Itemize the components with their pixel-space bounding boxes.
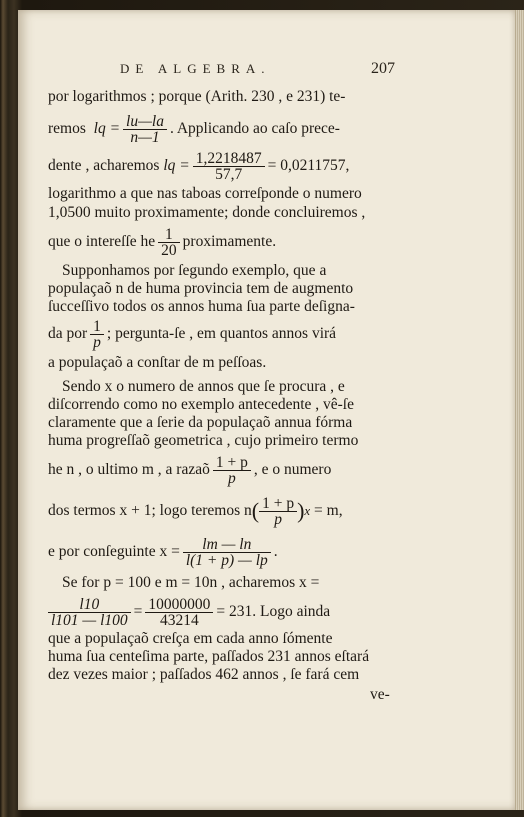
text-line: dos termos x + 1; logo teremos n ( $\frac{1 + p}{p}$ ) x = m, [48,494,343,528]
fraction [259,496,297,527]
running-title: DE ALGEBRA. [120,61,271,76]
text-line [48,204,400,222]
fraction [213,455,251,486]
line-text: remos [48,120,86,137]
line-text: da por [48,325,88,342]
line-text: Sendo x o numero de annos que ſe procura , e [62,378,345,395]
line-text: dos termos x + 1; logo teremos n [48,502,252,519]
formula-text: lq = [93,120,121,137]
catchword [370,686,400,704]
page-header [120,60,395,78]
page-edges [516,10,524,810]
fraction-denominator: 43214 [160,611,199,629]
fraction-numerator: 1,2218487 [193,151,265,167]
fraction-denominator: p [93,333,101,351]
text-line [48,592,400,632]
line-text: = 231. Logo ainda [216,603,331,620]
fraction [158,227,180,258]
line-text: Supponhamos por ſegundo exemplo, que a [62,262,327,279]
text-line [48,354,400,372]
line-text: ; pergunta-ſe , em quantos annos virá [106,325,337,342]
line-text: dente , acharemos [48,157,160,174]
text-line [48,532,400,572]
line-text: . [273,543,278,560]
line-text: , e o numero [253,461,332,478]
text-line [48,224,400,260]
fraction-denominator: p [274,510,282,528]
line-text: Se for p = 100 e m = 10n , acharemos x = [62,574,320,591]
fraction-numerator: 1 + p [213,455,251,471]
line-text: dez vezes maior ; paſſados 462 annos , ſe fará cem [48,666,360,683]
line-text: a populaçaõ a conſtar de m peſſoas. [48,354,267,371]
catchword-text: ve- [370,686,390,703]
text-line [48,396,400,414]
line-text: . Applicando ao caſo prece- [169,120,340,137]
text-line [48,112,400,146]
line-text: populaçaõ n de huma provincia tem de augmento [48,280,354,297]
fraction-denominator: p [227,469,236,487]
text-line [48,648,400,666]
fraction [193,151,265,182]
text-line [48,298,400,316]
fraction [183,537,271,568]
fraction-denominator: 57,7 [215,165,243,183]
text-line [48,316,400,352]
line-text: ſucceſſivo todos os annos huma ſua parte deſigna- [48,298,355,315]
fraction [90,319,104,350]
fraction [123,114,167,145]
text-line [48,185,400,203]
line-text: e por conſeguinte x = [48,543,180,560]
fraction-denominator: 20 [161,241,177,259]
fraction-denominator: n—1 [130,128,160,146]
line-text: por logarithmos ; porque (Arith. 230 , e 231) te- [48,88,346,105]
fraction-numerator: 1 [158,227,180,243]
text-line [48,414,400,432]
line-text: = [133,603,143,620]
line-text: que o intereſſe he [48,233,156,250]
fraction-denominator: l(1 + p) — lp [185,551,268,569]
text-line [48,280,400,298]
text-line [62,262,400,280]
fraction-numerator: lm — ln [183,537,271,553]
line-text: huma ſua centeſima parte, paſſados 231 annos eſtará [48,648,370,665]
line-text: diſcorrendo como no exemplo antecedente , vê-ſe [48,396,354,413]
text-line [62,378,400,396]
line-text: he n , o ultimo m , a razaõ [48,461,210,478]
exponent: x [304,503,311,518]
line-text: = 0,0211757, [267,157,350,174]
text-line [48,666,400,684]
text-line [62,574,400,592]
fraction-numerator: lu—la [123,114,167,130]
fraction-numerator: 1 [90,319,104,335]
line-text: logarithmo a que nas taboas correſponde o numero [48,185,362,202]
text-line [48,450,400,490]
fraction-numerator: l10 [48,597,131,613]
line-text: proximamente. [182,233,277,250]
line-text: = m, [314,502,343,519]
text-line [48,432,400,450]
line-text: que a populaçaõ creſça em cada anno ſómente [48,630,333,647]
page-number: 207 [371,60,395,77]
text-line [48,630,400,648]
line-text: 1,0500 muito proximamente; donde concluiremos , [48,204,366,221]
fraction-numerator: 10000000 [145,597,213,613]
fraction-denominator: l101 — l100 [51,611,128,629]
fraction [48,597,131,628]
formula-text: lq = [163,157,190,174]
fraction [145,597,213,628]
line-text: claramente que a ſerie da populaçaõ annua fórma [48,414,353,431]
text-line [48,148,400,184]
fraction-numerator: 1 + p [259,496,297,512]
line-text: huma progreſſaõ geometrica , cujo primeiro termo [48,432,359,449]
text-line [48,88,400,106]
